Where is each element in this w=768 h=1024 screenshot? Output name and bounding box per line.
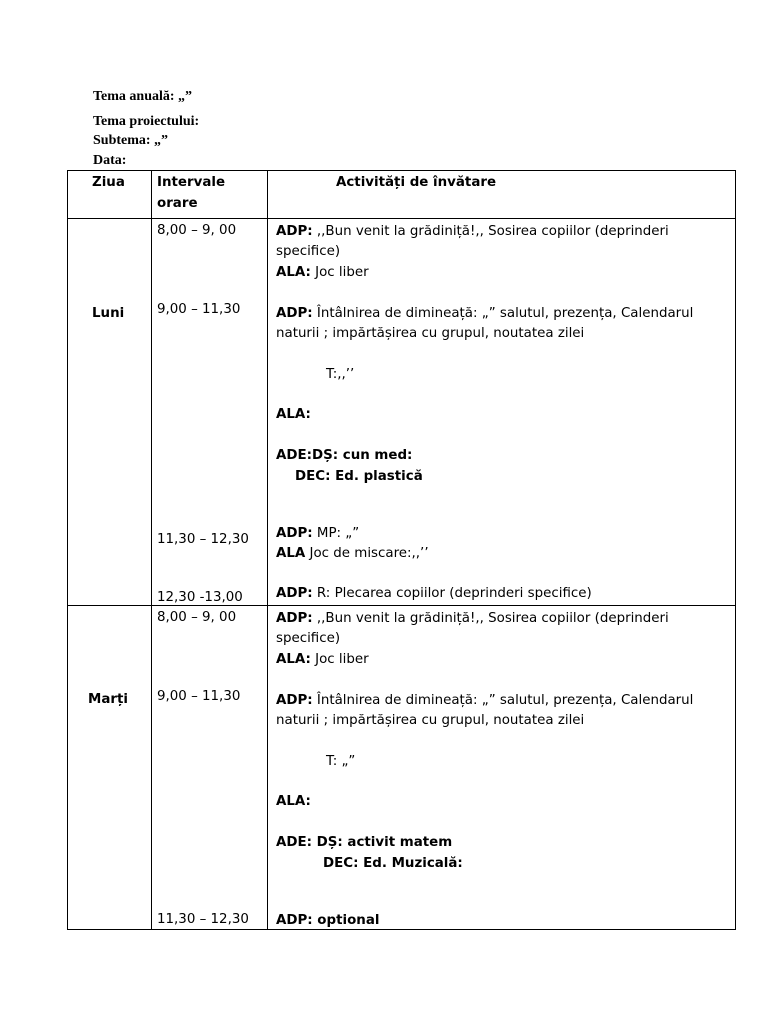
activity-text: R: Plecarea copiilor (deprinderi specifice): [312, 586, 592, 601]
col-header-orare: orare: [157, 196, 198, 211]
activity-ade-ds: ADE: DȘ: activit matem: [276, 835, 453, 850]
activity-text-continued: specifice): [276, 244, 341, 259]
time-interval: 9,00 – 11,30: [157, 689, 241, 704]
col-header-intervale: Intervale: [157, 175, 226, 190]
time-interval: 9,00 – 11,30: [157, 302, 241, 317]
activity-tag: ADP:: [276, 611, 313, 626]
day-luni: Luni: [92, 306, 125, 321]
activity-adp-sosire: [276, 222, 669, 242]
activity-text: Joc liber: [310, 652, 369, 667]
time-interval: 12,30 -13,00: [157, 590, 243, 605]
activity-tag: ADP:: [276, 586, 313, 601]
activity-text: Joc de miscare:,,’’: [305, 546, 429, 561]
activity-tag: ADP:: [276, 526, 313, 541]
activity-tag: ADP:: [276, 693, 313, 708]
activity-tag: ADP:: [276, 224, 313, 239]
subtema: Subtema: „”: [93, 133, 169, 148]
tema-anuala: Tema anuală: „”: [93, 89, 193, 104]
activity-text: Joc liber: [310, 265, 369, 280]
activity-ala-joc-liber: [276, 263, 369, 283]
schedule-table: [67, 170, 736, 930]
tema-proiectului: Tema proiectului:: [93, 114, 200, 129]
header-row-divider: [68, 218, 735, 219]
activity-tag: ALA:: [276, 652, 311, 667]
column-divider: [151, 171, 152, 929]
time-interval: 8,00 – 9, 00: [157, 610, 237, 625]
activity-text: ,,Bun venit la grădiniță!,, Sosirea copiilor (deprinderi: [312, 611, 669, 626]
activity-ala: ALA:: [276, 407, 311, 422]
day-marti: Marți: [88, 692, 128, 707]
col-header-ziua: Ziua: [92, 175, 125, 190]
activity-tag: ALA:: [276, 265, 311, 280]
data-label: Data:: [93, 153, 127, 168]
col-header-activitati: Activități de învătare: [336, 175, 497, 190]
activity-tag: ALA: [276, 546, 306, 561]
activity-adp-plecarea: [276, 584, 592, 604]
activity-ala: ALA:: [276, 794, 311, 809]
activity-adp-mp: [276, 524, 359, 544]
activity-text: Întâlnirea de dimineață: „” salutul, prezența, Calendarul: [312, 306, 694, 321]
column-divider: [267, 171, 268, 929]
activity-adp-intalnirea: [276, 304, 693, 324]
activity-text: Întâlnirea de dimineață: „” salutul, prezența, Calendarul: [312, 693, 694, 708]
activity-adp-optional: ADP: optional: [276, 913, 380, 928]
activity-tema: T: „”: [326, 754, 356, 769]
activity-ala-joc-miscare: [276, 544, 429, 564]
time-interval: 8,00 – 9, 00: [157, 223, 237, 238]
activity-text-continued: naturii ; impărtășirea cu grupul, noutatea zilei: [276, 713, 585, 728]
time-interval: 11,30 – 12,30: [157, 912, 249, 927]
activity-text-continued: specifice): [276, 631, 341, 646]
activity-tag: ADP:: [276, 306, 313, 321]
activity-text: ,,Bun venit la grădiniță!,, Sosirea copiilor (deprinderi: [312, 224, 669, 239]
activity-dec: DEC: Ed. Muzicală:: [323, 856, 463, 871]
time-interval: 11,30 – 12,30: [157, 532, 249, 547]
activity-adp-sosire: [276, 609, 669, 629]
activity-text-continued: naturii ; impărtășirea cu grupul, noutatea zilei: [276, 326, 585, 341]
activity-text: MP: „”: [312, 526, 360, 541]
activity-adp-intalnirea: [276, 691, 693, 711]
activity-tema: T:,,’’: [326, 367, 355, 382]
activity-ala-joc-liber: [276, 650, 369, 670]
activity-dec: DEC: Ed. plastică: [295, 469, 423, 484]
activity-ade-ds: ADE:DȘ: cun med:: [276, 448, 413, 463]
